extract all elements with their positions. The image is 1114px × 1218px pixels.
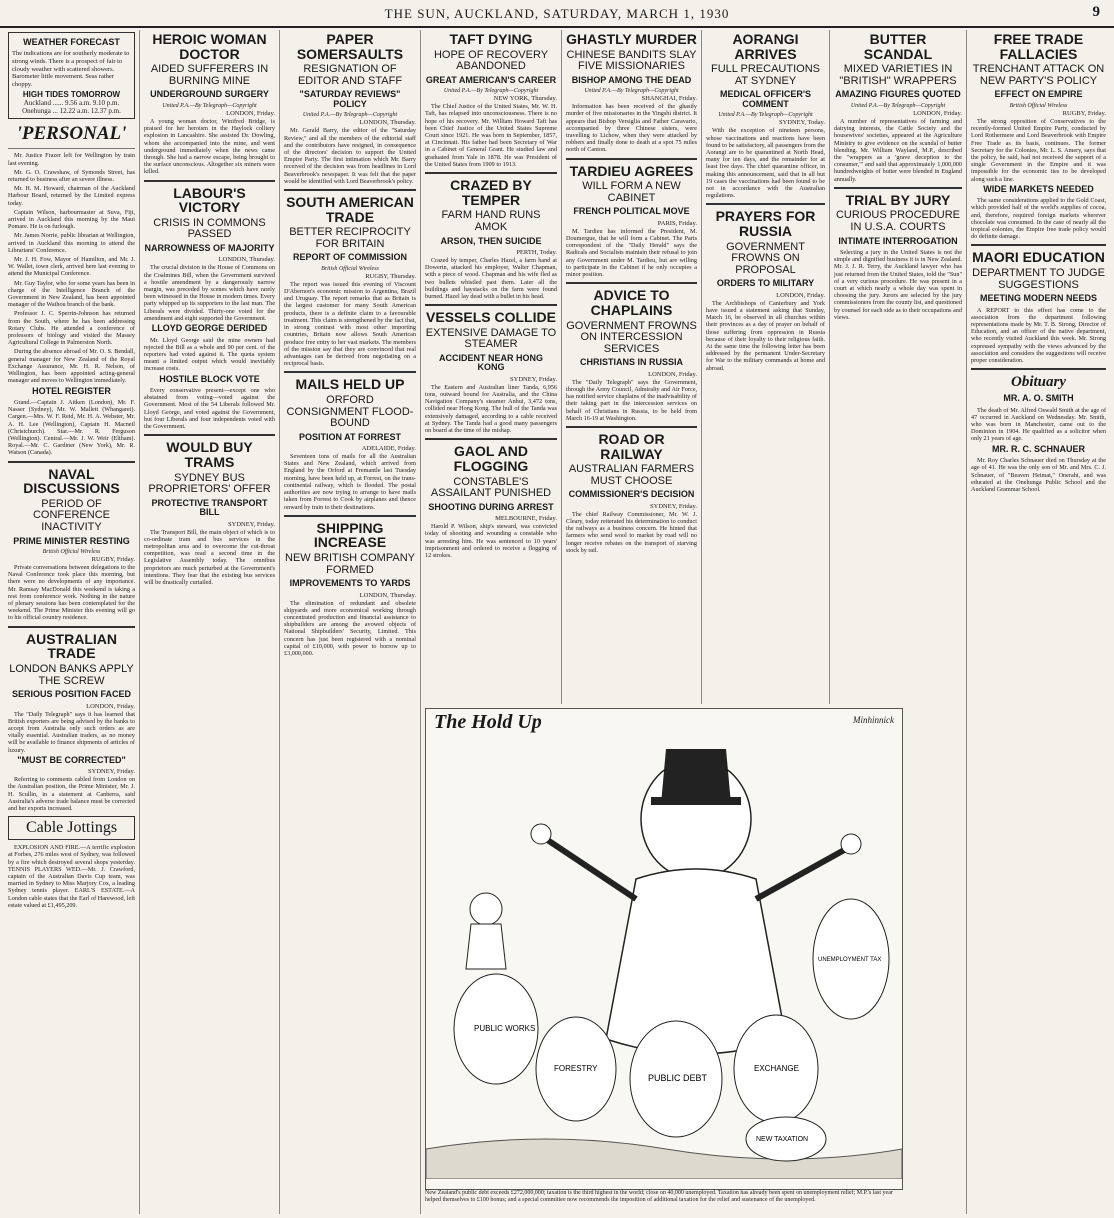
figure-arm-left bbox=[546, 839, 636, 899]
aorangi-headline: AORANGI ARRIVES bbox=[732, 31, 799, 62]
butter-headline: BUTTER SCANDAL bbox=[863, 31, 933, 62]
tides-title: HIGH TIDES TOMORROW bbox=[22, 90, 121, 100]
hostile-text: Every conservative present—except one who abstained from voting—voted against the Government. Most of the 54 Liberals followed Mr. Lloyd George, and voted against the Government, but four Liberals and four independents voted with the Government. bbox=[144, 386, 275, 430]
trams-headline: WOULD BUY TRAMS bbox=[166, 439, 253, 470]
prayers-subhead: GOVERNMENT FROWNS ON PROPOSAL bbox=[726, 240, 805, 276]
weather-title: WEATHER FORECAST bbox=[23, 37, 120, 47]
road-subhead-2: COMMISSIONER'S DECISION bbox=[568, 489, 695, 500]
wide-markets-subhead: WIDE MARKETS NEEDED bbox=[983, 183, 1094, 194]
crazed-subhead-2: ARSON, THEN SUICIDE bbox=[440, 235, 542, 246]
chaplains-text: The "Daily Telegraph" says the Government, through the Army Council, Admiralty and Air Force, has notified service chaplains of the inadvisability of their taking part in the intercession services on behalf of Christians in Russia, to be held from March 16-19 at Washington. bbox=[566, 378, 697, 422]
divider bbox=[706, 203, 825, 205]
tides-auckland: Auckland ...... 9.56 a.m. 9.10 p.m. bbox=[23, 99, 120, 108]
heroic-text: A young woman doctor, Winifred Bridge, is praised for her heroism in the Haylock colliery explosion in Lancashire. She assisted Dr. Dowling, whom she accompanied into the mine, and went underground immediately when the news came through. She had a narrow escape, being brought to the surface unconscious. Altogether six miners were killed. bbox=[144, 117, 275, 176]
taft-dateline: NEW YORK, Thursday. bbox=[493, 95, 557, 103]
personal-item: Mr. G. O. Crawshaw, of Symonds Street, has returned to business after an severe illness. bbox=[8, 168, 135, 184]
butter-subhead-2: AMAZING FIGURES QUOTED bbox=[835, 89, 961, 100]
column-4 bbox=[421, 30, 562, 704]
label-new-taxation: NEW TAXATION bbox=[756, 1136, 809, 1143]
naval-byline: British Official Wireless bbox=[42, 549, 101, 556]
heroic-subhead-2: UNDERGROUND SURGERY bbox=[150, 89, 269, 100]
divider bbox=[566, 282, 697, 284]
taft-byline: United P.A.—By Telegraph—Copyright bbox=[443, 88, 539, 95]
labour-subhead: CRISIS IN COMMONS PASSED bbox=[153, 216, 266, 241]
mails-subhead: ORFORD CONSIGNMENT FLOOD-BOUND bbox=[286, 394, 414, 430]
personal-item: Professor J. C. Sperrin-Johnson has returned from the South, where he has been addressing Rotary Clubs. He attended a conference of professors of biology and visited the Massey Agricultural College in Palmerston North. bbox=[8, 310, 135, 347]
murder-text: Information has been received of the ghastly murder of five missionaries in the Yingshi district. It appears that Bishop Versiglia and Father Caravario, accompanied by three Chinese sisters, were travelling to Lichow, when they were attacked by robbers and finally done to death at a spot 75 miles north of Canton. bbox=[566, 103, 697, 154]
divider bbox=[425, 304, 557, 306]
trial-subhead: CURIOUS PROCEDURE IN U.S.A. COURTS bbox=[835, 209, 961, 233]
gaol-text: Harold P. Wilson, ship's steward, was convicted today of shooting and wounding a constable who was arresting him. He was sentenced to 10 years' imprisonment and ordered to receive a flogging of 12 strokes. bbox=[425, 523, 557, 559]
sa-trade-subhead-2: REPORT OF COMMISSION bbox=[292, 252, 407, 263]
masthead bbox=[0, 0, 1114, 28]
trams-subhead-2: PROTECTIVE TRANSPORT BILL bbox=[151, 497, 268, 518]
butter-byline: United P.A.—By Telegraph—Copyright bbox=[850, 102, 946, 109]
naval-subhead: PERIOD OF CONFERENCE INACTIVITY bbox=[32, 497, 110, 534]
hotel-title: HOTEL REGISTER bbox=[32, 385, 111, 396]
obituary-2-text: Mr. Roy Charles Schnauer died on Thursday at the age of 41. He was the only son of Mr. and Mrs. C. J. Schnauer, of "Beaven Heimat," Onerahi, and was educated at the Onehunga Public School and the Auckland Grammar School. bbox=[971, 457, 1106, 493]
murder-subhead-2: BISHOP AMONG THE DEAD bbox=[571, 74, 692, 85]
murder-dateline: SHANGHAI, Friday. bbox=[641, 95, 697, 103]
column-1 bbox=[4, 30, 140, 1214]
maori-subhead-2: MEETING MODERN NEEDS bbox=[979, 293, 1097, 304]
prayers-text: The Archbishops of Canterbury and York have issued a statement asking that Sunday, March 16, be observed in all churches within their provinces as a day of prayer on behalf of those suffering from oppression in Russia because of their loyalty to their religious faith. At the same time the following letter has been addressed by the permanent Under-Secretary for War to the military commands at home and abroad. bbox=[706, 299, 825, 372]
corrected-text: Referring to comments cabled from London on the Australian position, the Prime Minister, Mr. J. H. Scullin, in a statement at Canberra, said Australia's adverse trade balance must be corrected and her exports increased. bbox=[8, 776, 135, 813]
freetrade-headline: FREE TRADE FALLACIES bbox=[993, 31, 1084, 62]
crazed-headline: CRAZED BY TEMPER bbox=[450, 177, 532, 208]
personal-item: Mr. H. M. Howard, chairman of the Auckland Harbour Board, returned by the Limited express today. bbox=[8, 185, 135, 207]
road-headline: ROAD OR RAILWAY bbox=[598, 430, 665, 462]
crazed-dateline: PERTH, Today. bbox=[516, 248, 557, 256]
crazed-subhead: FARM HAND RUNS AMOK bbox=[441, 209, 541, 233]
divider bbox=[425, 172, 557, 174]
column-8 bbox=[967, 30, 1110, 1214]
gaol-subhead: CONSTABLE'S ASSAILANT PUNISHED bbox=[430, 475, 552, 500]
divider bbox=[8, 148, 135, 149]
sa-trade-dateline: RUGBY, Thursday. bbox=[365, 272, 416, 280]
obituary-title: Obituary bbox=[1010, 374, 1066, 391]
cartoon-title: The Hold Up bbox=[434, 711, 542, 733]
divider bbox=[284, 371, 416, 373]
mails-text: Seventeen tons of mails for all the Australian States and New Zealand, which arrived from England by the Orford at Fremantle last Tuesday morning, have been held up, at Forrest, on the trans-continental railway, which is flooded. The postal authorities are now trying to arrange to have mails taken from Forrest to Cook by airplanes and thence onward by train to their destinations. bbox=[284, 453, 416, 511]
road-text: The chief Railway Commissioner, Mr. W. J. Cleary, today reiterated his determination to conduct the railways as a business concern. He hinted that farmers who send wool to market by road will no longer receive rebates on the transport of starving stock by rail. bbox=[566, 510, 697, 554]
trade-subhead: LONDON BANKS APPLY THE SCREW bbox=[9, 663, 134, 687]
trial-headline: TRIAL BY JURY bbox=[845, 191, 951, 208]
prayers-headline: PRAYERS FOR RUSSIA bbox=[715, 208, 816, 240]
small-figure-head bbox=[470, 893, 502, 925]
tardieu-dateline: PARIS, Friday. bbox=[657, 219, 697, 227]
masthead-title: THE SUN, AUCKLAND, SATURDAY, MARCH 1, 1930 bbox=[384, 6, 730, 21]
trade-headline: AUSTRALIAN TRADE bbox=[26, 630, 117, 662]
aorangi-subhead-2: MEDICAL OFFICER'S COMMENT bbox=[720, 89, 811, 109]
divider bbox=[971, 368, 1106, 370]
tides-onehunga: Onehunga ... 12.22 a.m. 12.37 p.m. bbox=[22, 107, 121, 116]
personal-item: Mr. Guy Taylor, who for some years has been in charge of the Intelligence Branch of the Government in New Zealand, has been appointed manager of the Waihou branch of the bank. bbox=[8, 279, 135, 309]
chaplains-subhead: GOVERNMENT FROWNS ON INTERCESSION SERVICES bbox=[566, 319, 697, 355]
freetrade-dateline: RUGBY, Friday. bbox=[1062, 109, 1106, 117]
chaplains-headline: ADVICE TO CHAPLAINS bbox=[590, 287, 673, 318]
labour-text: The crucial division in the House of Commons on the Coalmines Bill, when the Government survived a hostile amendment by a dangerously narrow margin, was preceded by scenes which have rarely been witnessed in the House in modern times. Every party whipped up its supporters to the last man. The Liberals were divided. Thirty-one voted for the amendment and eight supported the Government. bbox=[144, 264, 275, 322]
divider bbox=[8, 461, 135, 463]
page-number: 9 bbox=[1092, 4, 1100, 20]
divider bbox=[284, 515, 416, 517]
paper-byline: United P.A.—By Telegraph—Copyright bbox=[302, 112, 398, 119]
heroic-byline: United P.A.—By Telegraph—Copyright bbox=[162, 102, 257, 109]
freetrade-subhead: TRENCHANT ATTACK ON NEW PARTY'S POLICY bbox=[972, 63, 1105, 87]
trial-subhead-2: INTIMATE INTERROGATION bbox=[838, 235, 958, 246]
maori-text: A REPORT to this effect has come to the association from the department following representations made by Mr. T. B. Strong, Director of Education, and an officer of the native department, who recently visited Auckland this week. Mr. Strong expressed sympathy with the views advanced by the association and considers the suggestions will receive proper consideration. bbox=[971, 306, 1106, 365]
label-exchange: EXCHANGE bbox=[754, 1064, 799, 1073]
cartoon-artist: Minhinnick bbox=[853, 715, 894, 725]
divider bbox=[834, 187, 962, 189]
ground-shape bbox=[426, 1139, 902, 1179]
hotel-text: Grand.—Captain J. Aitken (London), Mr. F. Nasser (Sydney), Mr. W. Mallett (Whangarei). Cargen.—Mrs. W. F. Reid, Mr. H. A. Webster, Mr. A. H. Lee (Wellington), Captain H. Macneil (Christchurch). Star.—Mr. R. Ferguson (Wellington). Central.—Mr. J. W. Weir (Eltham). Royal.—Mr. C. Gardiner (New York), Mr. R. Watson (Canada). bbox=[8, 398, 135, 457]
personal-item: Captain Wilson, harbourmaster at Suva, Fiji, arrived in Auckland this morning by the Maui Pomare. He is on furlough. bbox=[8, 208, 135, 231]
column-2 bbox=[140, 30, 280, 1214]
prayers-dateline: LONDON, Friday. bbox=[776, 291, 825, 299]
paper-subhead: RESIGNATION OF EDITOR AND STAFF bbox=[297, 63, 403, 87]
figure-arm-right bbox=[756, 849, 846, 899]
label-forestry: FORESTRY bbox=[554, 1064, 598, 1073]
taft-headline: TAFT DYING bbox=[449, 31, 533, 47]
gaol-subhead-2: SHOOTING DURING ARREST bbox=[428, 501, 554, 512]
paper-text: Mr. Gerald Barry, the editor of the "Saturday Review," and all the members of the editorial staff and the contributors have resigned, in consequence of the directors' decision to support the United Empire Party. The first intimation which Mr. Barry received of the decision was from headlines in Lord Beaverbrook's newspaper. It was felt that the paper would be identified with Lord Beaverbrook's policy. bbox=[284, 127, 416, 185]
personal-item: During the absence abroad of Mr. O. S. Bendall, general manager for New Zealand of the Royal Exchange Assurance, Mr. H. R. Nelson, of Wellington, has been appointed acting-general manager and moves to Wellington immediately. bbox=[8, 348, 135, 385]
personal-item: Mr. James Norrie, public librarian at Wellington, arrived in Auckland this morning to attend the Librarians' Conference. bbox=[8, 232, 135, 254]
top-hat-icon bbox=[661, 749, 731, 804]
divider bbox=[284, 189, 416, 191]
shipping-headline: SHIPPING INCREASE bbox=[313, 519, 387, 551]
aorangi-subhead: FULL PRECAUTIONS AT SYDNEY bbox=[710, 63, 820, 87]
labour-dateline: LONDON, Thursday. bbox=[218, 256, 275, 264]
labour-headline: LABOUR'S VICTORY bbox=[173, 184, 246, 216]
sa-trade-headline: SOUTH AMERICAN TRADE bbox=[286, 193, 414, 225]
maori-subhead: DEPARTMENT TO JUDGE SUGGESTIONS bbox=[972, 267, 1105, 291]
heroic-headline: HEROIC WOMAN DOCTOR bbox=[152, 31, 267, 62]
vessels-subhead-2: ACCIDENT NEAR HONG KONG bbox=[438, 352, 543, 373]
butter-text: A number of representatives of farming and dairying interests, the Cattle Society and the housewives' societies, appeared at the Agriculture Ministry to give evidence on the scandal of butter blending. Mr. William Wayland, M.P., described the "wrappers as a 'grave deception to the consumer,'" and said that approximately 1,000,000 hundredweights of butter were blended in England annually. bbox=[834, 117, 962, 183]
weather-text: The indications are for southerly moderate to strong winds. There is a prospect of fair to cloudy weather with scattered showers. Barometer little movement. Seas rather choppy. bbox=[12, 50, 130, 88]
heroic-dateline: LONDON, Friday. bbox=[226, 109, 275, 117]
crazed-text: Crazed by temper, Charles Hazel, a farm hand at Dowerin, attacked his employer, Walter Chapman, with a piece of wood. Chapman and his wife fled as two bullets whistled past them. Later all the buildings and haystacks on the farm were found burned. Hazel lay dead with a bullet in his head. bbox=[425, 256, 557, 300]
column-6 bbox=[702, 30, 830, 704]
naval-subhead-2: PRIME MINISTER RESTING bbox=[13, 535, 130, 546]
paper-headline: PAPER SOMERSAULTS bbox=[296, 31, 404, 62]
trams-text: The Transport Bill, the main object of which is to co-ordinate tram and bus services in the metropolitan area and to overcome the cut-throat competition, was read a second time in the Legislative Assembly today. The omnibus proprietors are much perturbed at the Government's intentions. They fear that the existing bus services will be drastically curtailed. bbox=[144, 528, 275, 586]
trade-text: The "Daily Telegraph" says it has learned that British exporters are being advised by the banks to accept from Australia only such orders as are vitally essential. Australian traders, as no money will be available to finance shipments of articles of luxury. bbox=[8, 710, 135, 754]
divider bbox=[144, 434, 275, 436]
divider bbox=[425, 438, 557, 440]
paper-dateline: LONDON, Thursday. bbox=[359, 119, 416, 127]
murder-headline: GHASTLY MURDER bbox=[566, 31, 697, 47]
mails-dateline: ADELAIDE, Friday. bbox=[361, 445, 416, 453]
shipping-dateline: LONDON, Thursday. bbox=[359, 591, 416, 599]
hostile-subhead: HOSTILE BLOCK VOTE bbox=[159, 373, 260, 384]
taft-subhead-2: GREAT AMERICAN'S CAREER bbox=[425, 74, 557, 85]
cartoon bbox=[425, 708, 903, 1190]
cable-jottings-text: EXPLOSION AND FIRE.—A terrific explosion at Forbes, 276 miles west of Sydney, was followed by a fire which destroyed several shops yesterday. TENNIS PLAYERS WED.—Mr. J. Crawford, captain of the Australian Davis Cup team, was married in Sydney to Miss Marjory Cox, a leading Sydney tennis player. EARL'S ESTATE.—A London cable states that the Earl of Harewood, left estate valued at £1,495,209. bbox=[8, 844, 135, 909]
personal-item: Mr. J. H. Fow, Mayor of Hamilton, and Mr. J. W. Wallet, town clerk, arrived here last evening to attend the Municipal Conference. bbox=[8, 256, 135, 278]
gaol-headline: GAOL AND FLOGGING bbox=[453, 443, 529, 474]
divider bbox=[566, 158, 697, 160]
cartoon-caption: New Zealand's public debt exceeds £272,000,000; taxation is the third highest in the world; close on 40,000 unemployed. Taxation has already been spent on unemployment relief; M.P.'s last year helped themselves to £100 bonus; and a special committee now recommends the imposition of additional taxation for the relief and sustenance of the unemployed. bbox=[425, 1190, 893, 1203]
murder-byline: United P.A.—By Telegraph—Copyright bbox=[584, 88, 679, 95]
aorangi-byline: United P.A.—By Telegraph—Copyright bbox=[718, 112, 813, 119]
column-5 bbox=[562, 30, 702, 704]
personal-title: 'PERSONAL' bbox=[16, 123, 127, 145]
column-3 bbox=[280, 30, 421, 1214]
lloyd-text: Mr. Lloyd George said the mine owners had rejected the Bill as a whole and 90 per cent. of the reporters had voted against it. The quota system meant a limited output which would inevitably increase costs. bbox=[144, 336, 275, 373]
shipping-subhead-2: IMPROVEMENTS TO YARDS bbox=[289, 578, 411, 589]
trade-dateline: LONDON, Friday. bbox=[86, 702, 135, 710]
paper-subhead-2: "SATURDAY REVIEWS" POLICY bbox=[299, 89, 401, 109]
sa-trade-text: The report was issued this evening of Viscount D'Abernon's economic mission to Argentina, Brazil and Uruguay. The report remarks that as Britain is the largest customer for many South American products, there is a definite claim to a favourable treatment. This claim is strengthened by the fact that, in strong contrast with most other importing countries, Britain now allows South American produce free entry to her vast markets. The members of the mission say that they are convinced that real advantages can be derived from negotiating on a reciprocal basis. bbox=[284, 280, 416, 368]
corrected-title: "MUST BE CORRECTED" bbox=[17, 754, 126, 765]
obituary-2-name: MR. R. C. SCHNAUER bbox=[991, 443, 1085, 454]
butter-subhead: MIXED VARIETIES IN "BRITISH" WRAPPERS bbox=[839, 63, 957, 87]
tardieu-text: M. Tardieu has informed the President, M. Doumergue, that he will form a Cabinet. The Paris correspondent of the "Daily Herald" says the Radicals and Socialists maintain their refusal to join any Government under M. Tardieu, but are willing to participate in the Cabinet if he only occupies a minor position. bbox=[566, 227, 697, 279]
divider bbox=[566, 426, 697, 428]
aorangi-dateline: SYDNEY, Today. bbox=[778, 119, 825, 127]
naval-text: Private conversations between delegations to the Naval Conference took place this morning, but there were no developments of any importance. Mr. Ramsay MacDonald this weekend is taking a rest from conference work. Nothing in the nature of plenary sessions has been contemplated for the weekend. The Prime Minister this evening will go to his official country residence. bbox=[8, 564, 135, 622]
label-public-debt: PUBLIC DEBT bbox=[648, 1073, 708, 1083]
label-public-works: PUBLIC WORKS bbox=[474, 1024, 536, 1033]
shipping-subhead: NEW BRITISH COMPANY FORMED bbox=[285, 552, 415, 576]
aorangi-text: With the exception of nineteen persons, whose vaccinations and reactions have been found to be satisfactory, all passengers from the Aorangi are to be quarantined at North Head, many for ten days, and the remainder for at least five days. The chief quarantine officer, in making this announcement, said that in all but 19 cases the vaccinations had been found to be not in accordance with the Australian regulations. bbox=[706, 127, 825, 200]
murder-subhead: CHINESE BANDITS SLAY FIVE MISSIONARIES bbox=[566, 48, 697, 73]
vessels-text: The Eastern and Australian liner Tanda, 6,956 tons, outward bound for Australia, and the China Navigation Company's steamer Anhui, 3,472 tons, collided near Hong Kong. The hull of the Tanda was extensively damaged, according to a cable received at Sydney. The Tanda had a good many passengers on board at the time of the mishap. bbox=[425, 383, 557, 435]
corrected-dateline: SYDNEY, Friday. bbox=[88, 768, 135, 776]
mails-headline: MAILS HELD UP bbox=[295, 376, 405, 393]
naval-headline: NAVAL DISCUSSIONS bbox=[23, 465, 120, 497]
freetrade-byline: British Official Wireless bbox=[1009, 102, 1068, 109]
labour-subhead-2: NARROWNESS OF MAJORITY bbox=[144, 243, 275, 253]
divider bbox=[971, 244, 1106, 246]
trams-subhead: SYDNEY BUS PROPRIETORS' OFFER bbox=[148, 471, 271, 496]
road-subhead: AUSTRALIAN FARMERS MUST CHOOSE bbox=[568, 463, 695, 487]
divider bbox=[8, 626, 135, 628]
vessels-headline: VESSELS COLLIDE bbox=[426, 309, 556, 326]
trade-subhead-2: SERIOUS POSITION FACED bbox=[11, 689, 132, 700]
vessels-subhead: EXTENSIVE DAMAGE TO STEAMER bbox=[425, 326, 557, 351]
tardieu-subhead-2: FRENCH POLITICAL MOVE bbox=[573, 206, 690, 217]
obituary-1-name: MR. A. O. SMITH bbox=[1003, 393, 1074, 404]
obituary-1-text: The death of Mr. Alfred Oswald Smith at the age of 47 occurred in Auckland on Wednesday. Mr. Smith, who was born in Manchester, came out to the Dominion in 1904. He qualified as a solicitor when only 21 years of age. bbox=[971, 406, 1106, 443]
sa-trade-subhead: BETTER RECIPROCITY FOR BRITAIN bbox=[289, 226, 411, 250]
trams-dateline: SYDNEY, Friday. bbox=[228, 520, 275, 528]
chaplains-subhead-2: CHRISTIANS IN RUSSIA bbox=[579, 357, 683, 368]
cartoon-drawing bbox=[426, 709, 902, 1179]
freetrade-text: The strong opposition of Conservatives to the recently-formed United Empire Party, conducted by Lord Rothermere and Lord Beaverbrook with Empire Free Trade as its basis, continues. The former Secretary for the Colonies, Mr. L. S. Amery, says that the policy, he said, had not received the support of a single Government in the Empire and it was impossible for the economic ties to be developed along such a line. bbox=[971, 117, 1106, 183]
shipping-text: The elimination of redundant and obsolete shipyards and more economical working through concentrated production and financial assistance to shipbuilders are among the avowed objects of National Shipbuilders' Security, Limited. This concern has just been registered with a nominal capital of £10,000, with power to borrow up to £3,000,000. bbox=[284, 599, 416, 658]
divider bbox=[144, 180, 275, 182]
wide-markets-text: The same considerations applied to the Gold Coast, which provided half of the world's supplies of cocoa, and, therefore, required foreign markets wherever chocolate was consumed. In the case of nearly all the tropical colonies, the Empire free trade policy would do definite damage. bbox=[971, 197, 1106, 241]
sa-trade-byline: British Official Wireless bbox=[321, 265, 379, 272]
naval-dateline: RUGBY, Friday. bbox=[91, 556, 135, 564]
taft-subhead: HOPE OF RECOVERY ABANDONED bbox=[433, 48, 549, 73]
lloyd-subhead: LLOYD GEORGE DERIDED bbox=[151, 323, 268, 334]
heroic-subhead: AIDED SUFFERERS IN BURNING MINE bbox=[150, 63, 269, 87]
vessels-dateline: SYDNEY, Friday. bbox=[510, 375, 557, 383]
personal-item: Mr. Justice Frazer left for Wellington by train last evening. bbox=[8, 152, 135, 167]
gaol-dateline: MELBOURNE, Friday. bbox=[495, 515, 557, 523]
tardieu-headline: TARDIEU AGREES bbox=[569, 162, 694, 179]
freetrade-subhead-2: EFFECT ON EMPIRE bbox=[994, 89, 1083, 100]
cable-jottings-title: Cable Jottings bbox=[8, 816, 135, 840]
mails-subhead-2: POSITION AT FORREST bbox=[298, 431, 401, 442]
weather-box bbox=[8, 32, 135, 119]
tardieu-subhead: WILL FORM A NEW CABINET bbox=[582, 180, 681, 204]
small-figure-body bbox=[466, 924, 506, 969]
label-unemployment-tax: UNEMPLOYMENT TAX bbox=[818, 957, 882, 963]
road-dateline: SYDNEY, Friday. bbox=[650, 502, 697, 510]
prayers-subhead-2: ORDERS TO MILITARY bbox=[716, 278, 815, 289]
maori-headline: MAORI EDUCATION bbox=[972, 249, 1105, 266]
taft-text: The Chief Justice of the United States, Mr. W. H. Taft, has relapsed into unconsciousness. There is no hope of his recovery. Mr. William Howard Taft has been Chief Justice of the United States Supreme Court since 1921. He was born in September, 1857, at Cincinnati. His father had been Secretary of War in a Cabinet of General Grant. He studied law and graduated from Yale in 1878. He was President of the United States from 1909 to 1913. bbox=[425, 103, 557, 168]
chaplains-dateline: LONDON, Friday. bbox=[648, 370, 697, 378]
butter-dateline: LONDON, Friday. bbox=[913, 109, 962, 117]
trial-text: Selecting a jury in the United States is not the simple and dignified business it is in New Zealand. Mr. J. J. R. Terry, the Auckland lawyer who has just returned from the United States, told the "Sun" of a very curious procedure. He was present in a court at which nearly a whole day was spent in choosing the jury. Jurors are selected by the jury commissioners from the county list, and questioned by counsel for each side as to their occupations and views. bbox=[834, 248, 962, 321]
